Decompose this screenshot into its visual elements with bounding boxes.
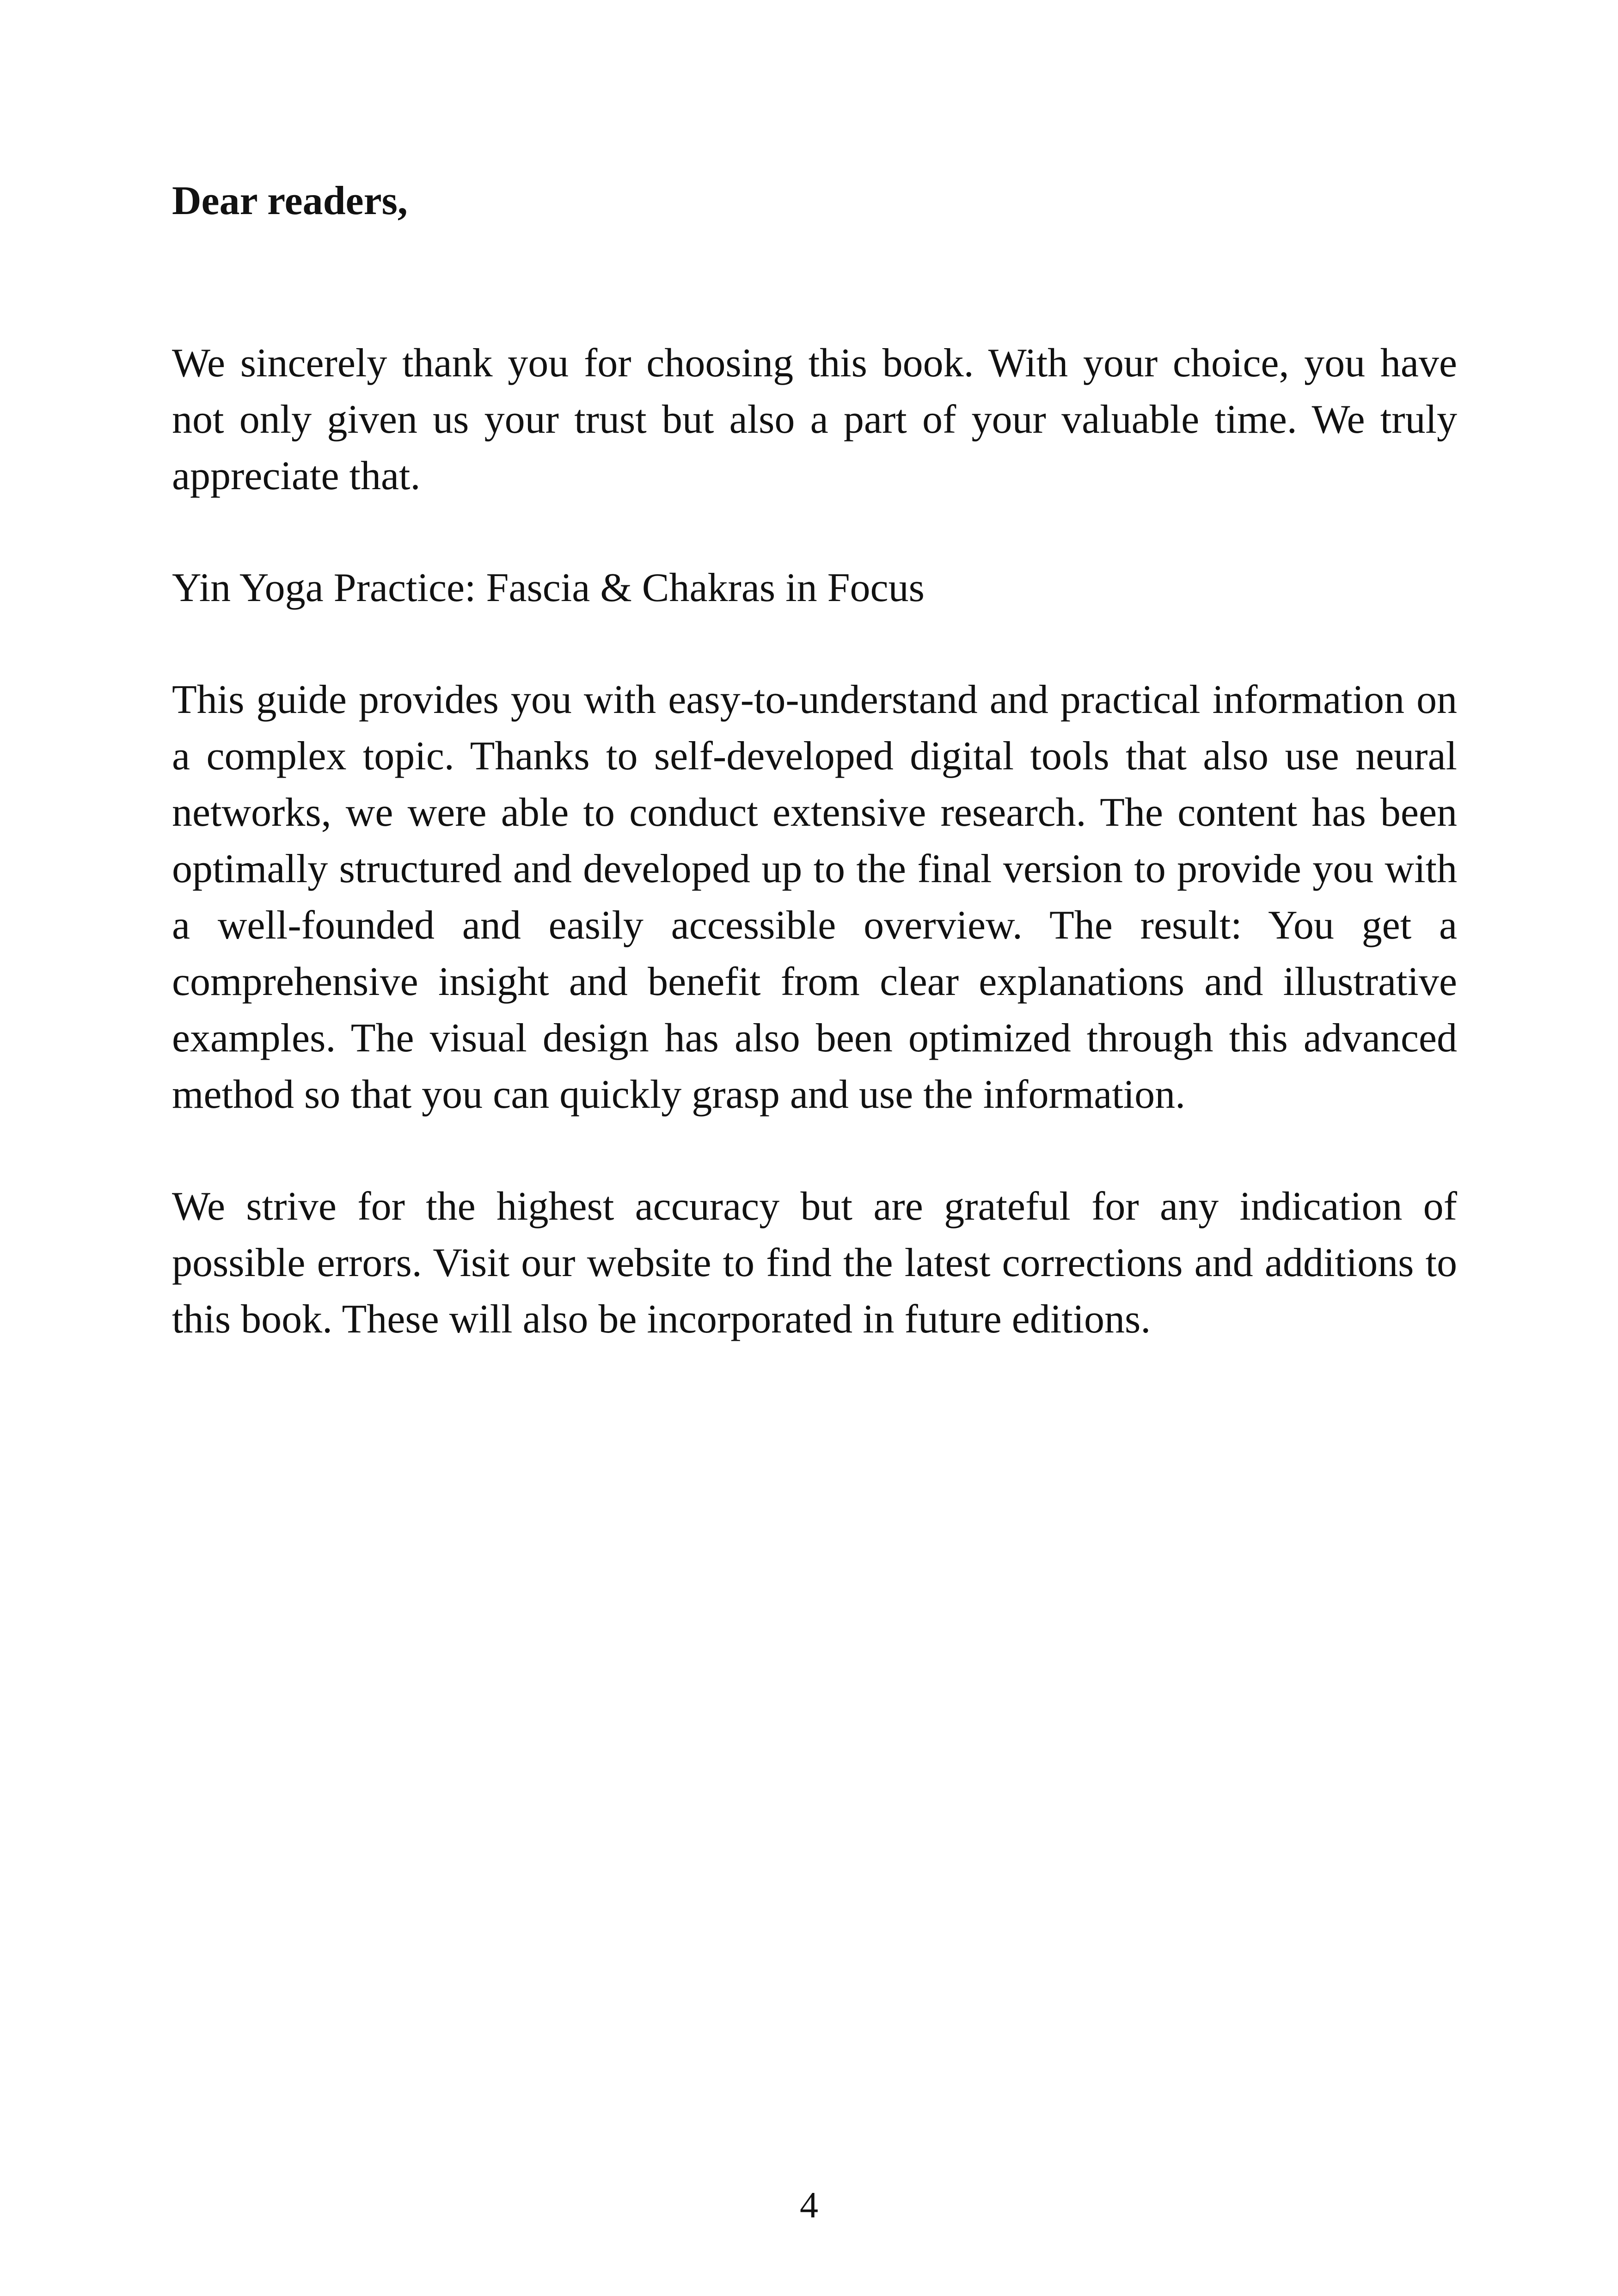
guide-description-paragraph: This guide provides you with easy-to-understand and practical information on a complex topic. Thanks to self-developed digital tools that also use neural networks, we were able to conduct extensive research. The content has been optimally structured and developed up to the final version to provide you with a well-founded and easily accessible overview. The result: You get a comprehensive insight and benefit from clear explanations and illustrative examples. The visual design has also been optimized through this advanced method so that you can quickly grasp and use the information. <box>172 677 1457 1117</box>
accuracy-paragraph: We strive for the highest accuracy but are grateful for any indication of possible errors. Visit our website to find the latest corrections and additions to this book. These will also be incorporated in future editions. <box>172 1184 1457 1342</box>
thank-you-paragraph: We sincerely thank you for choosing this book. With your choice, you have not only given us your trust but also a part of your valuable time. We truly appreciate that. <box>172 341 1457 498</box>
book-title: Yin Yoga Practice: Fascia & Chakras in Focus <box>172 565 925 610</box>
page-content <box>172 173 1457 1348</box>
greeting-heading: Dear readers, <box>172 178 408 223</box>
page-number: 4 <box>800 2185 818 2226</box>
